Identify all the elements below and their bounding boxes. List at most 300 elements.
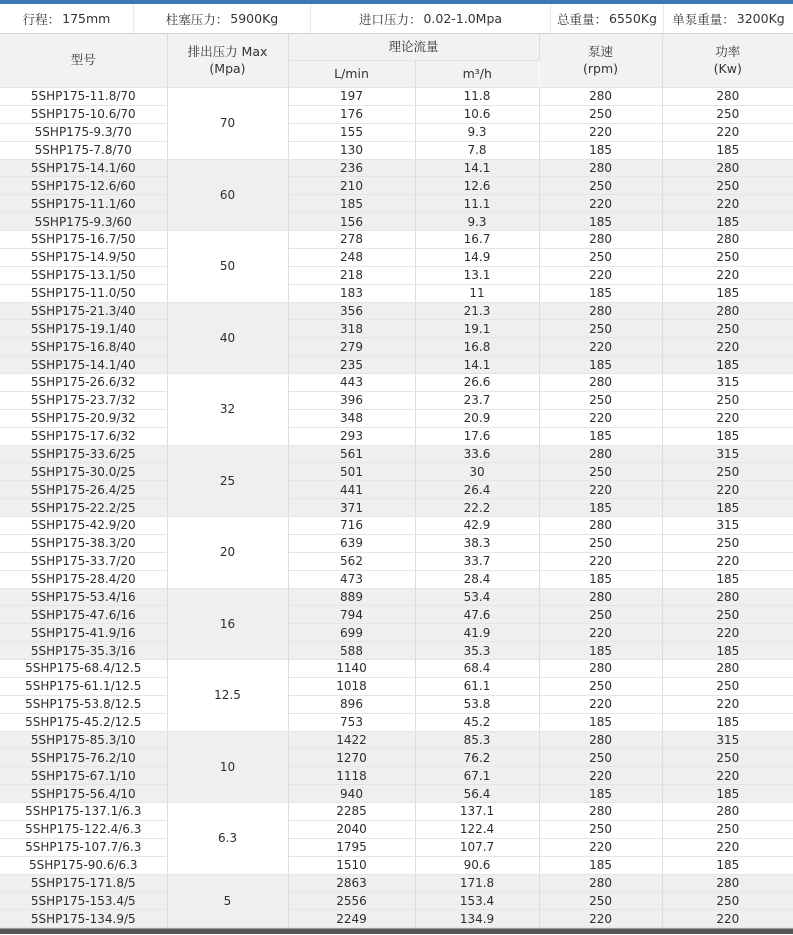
table-row [0, 213, 793, 231]
header-pump-speed-line1: 泵速 [588, 43, 614, 59]
flow-m3h-cell: 22.2 [415, 499, 539, 517]
rpm-cell: 220 [539, 624, 662, 642]
table-row [0, 320, 793, 338]
model-cell: 5SHP175-14.9/50 [0, 248, 167, 266]
model-cell: 5SHP175-45.2/12.5 [0, 713, 167, 731]
table-row [0, 570, 793, 588]
header-theoretical-flow: 理论流量 [288, 34, 539, 61]
flow-m3h-cell: 19.1 [415, 320, 539, 338]
flow-lmin-cell: 562 [288, 552, 415, 570]
model-cell: 5SHP175-137.1/6.3 [0, 803, 167, 821]
table-row [0, 177, 793, 195]
flow-m3h-cell: 38.3 [415, 534, 539, 552]
header-flow-m3h: m³/h [415, 61, 539, 88]
header-flow-lmin: L/min [288, 61, 415, 88]
power-cell: 220 [662, 910, 793, 928]
info-total-weight-value: 6550Kg [609, 11, 657, 26]
flow-m3h-cell: 107.7 [415, 838, 539, 856]
flow-m3h-cell: 14.1 [415, 356, 539, 374]
power-cell: 250 [662, 105, 793, 123]
info-single-pump-weight-value: 3200Kg [736, 11, 785, 26]
info-inlet-pressure [310, 4, 550, 33]
table-row [0, 159, 793, 177]
table-row [0, 338, 793, 356]
model-cell: 5SHP175-153.4/5 [0, 892, 167, 910]
table-row [0, 445, 793, 463]
rpm-cell: 220 [539, 695, 662, 713]
header-discharge-pressure-line1: 排出压力 Max [187, 43, 268, 59]
info-plunger-force-value: 5900Kg [230, 11, 279, 26]
table-row [0, 695, 793, 713]
model-cell: 5SHP175-42.9/20 [0, 517, 167, 535]
power-cell: 185 [662, 356, 793, 374]
flow-lmin-cell: 396 [288, 391, 415, 409]
table-row [0, 481, 793, 499]
flow-lmin-cell: 185 [288, 195, 415, 213]
flow-m3h-cell: 11 [415, 284, 539, 302]
power-cell: 315 [662, 517, 793, 535]
flow-lmin-cell: 940 [288, 785, 415, 803]
table-row [0, 856, 793, 874]
table-row [0, 427, 793, 445]
summary-info-bar [0, 4, 793, 33]
model-cell: 5SHP175-26.6/32 [0, 374, 167, 392]
power-cell: 280 [662, 302, 793, 320]
rpm-cell: 185 [539, 356, 662, 374]
flow-lmin-cell: 1140 [288, 660, 415, 678]
power-cell: 280 [662, 231, 793, 249]
rpm-cell: 220 [539, 266, 662, 284]
table-row [0, 499, 793, 517]
flow-m3h-cell: 11.8 [415, 88, 539, 106]
power-cell: 250 [662, 391, 793, 409]
flow-m3h-cell: 53.8 [415, 695, 539, 713]
rpm-cell: 280 [539, 874, 662, 892]
flow-lmin-cell: 1422 [288, 731, 415, 749]
table-row [0, 141, 793, 159]
flow-m3h-cell: 67.1 [415, 767, 539, 785]
table-row [0, 517, 793, 535]
flow-m3h-cell: 53.4 [415, 588, 539, 606]
table-row [0, 374, 793, 392]
power-cell: 220 [662, 409, 793, 427]
pressure-group-cell: 10 [167, 731, 288, 803]
info-total-weight-label: 总重量： [557, 11, 608, 27]
flow-m3h-cell: 28.4 [415, 570, 539, 588]
flow-m3h-cell: 56.4 [415, 785, 539, 803]
rpm-cell: 280 [539, 445, 662, 463]
table-row [0, 534, 793, 552]
model-cell: 5SHP175-13.1/50 [0, 266, 167, 284]
model-cell: 5SHP175-85.3/10 [0, 731, 167, 749]
flow-lmin-cell: 441 [288, 481, 415, 499]
model-cell: 5SHP175-134.9/5 [0, 910, 167, 928]
model-cell: 5SHP175-53.4/16 [0, 588, 167, 606]
table-row [0, 123, 793, 141]
flow-m3h-cell: 16.7 [415, 231, 539, 249]
header-power-line1: 功率 [715, 43, 741, 59]
table-row [0, 463, 793, 481]
table-header [0, 34, 793, 88]
flow-m3h-cell: 17.6 [415, 427, 539, 445]
rpm-cell: 250 [539, 391, 662, 409]
info-plunger-force-label: 柱塞压力： [165, 11, 229, 27]
table-row [0, 731, 793, 749]
flow-m3h-cell: 7.8 [415, 141, 539, 159]
flow-m3h-cell: 153.4 [415, 892, 539, 910]
model-cell: 5SHP175-7.8/70 [0, 141, 167, 159]
flow-lmin-cell: 248 [288, 248, 415, 266]
flow-lmin-cell: 2556 [288, 892, 415, 910]
model-cell: 5SHP175-56.4/10 [0, 785, 167, 803]
rpm-cell: 220 [539, 409, 662, 427]
flow-lmin-cell: 2285 [288, 803, 415, 821]
model-cell: 5SHP175-38.3/20 [0, 534, 167, 552]
flow-lmin-cell: 794 [288, 606, 415, 624]
flow-m3h-cell: 12.6 [415, 177, 539, 195]
pump-spec-table [0, 33, 793, 928]
power-cell: 250 [662, 463, 793, 481]
flow-lmin-cell: 235 [288, 356, 415, 374]
rpm-cell: 185 [539, 427, 662, 445]
table-row [0, 266, 793, 284]
model-cell: 5SHP175-12.6/60 [0, 177, 167, 195]
rpm-cell: 185 [539, 570, 662, 588]
flow-lmin-cell: 473 [288, 570, 415, 588]
power-cell: 280 [662, 588, 793, 606]
model-cell: 5SHP175-76.2/10 [0, 749, 167, 767]
power-cell: 185 [662, 141, 793, 159]
model-cell: 5SHP175-90.6/6.3 [0, 856, 167, 874]
power-cell: 250 [662, 248, 793, 266]
flow-lmin-cell: 699 [288, 624, 415, 642]
model-cell: 5SHP175-9.3/60 [0, 213, 167, 231]
flow-m3h-cell: 26.4 [415, 481, 539, 499]
pressure-group-cell: 70 [167, 88, 288, 160]
spec-table-body [0, 88, 793, 928]
info-stroke-value: 175mm [62, 11, 111, 26]
flow-lmin-cell: 293 [288, 427, 415, 445]
flow-lmin-cell: 1510 [288, 856, 415, 874]
power-cell: 280 [662, 88, 793, 106]
model-cell: 5SHP175-19.1/40 [0, 320, 167, 338]
power-cell: 185 [662, 570, 793, 588]
model-cell: 5SHP175-11.0/50 [0, 284, 167, 302]
model-cell: 5SHP175-171.8/5 [0, 874, 167, 892]
model-cell: 5SHP175-68.4/12.5 [0, 660, 167, 678]
power-cell: 220 [662, 195, 793, 213]
flow-m3h-cell: 122.4 [415, 820, 539, 838]
rpm-cell: 220 [539, 481, 662, 499]
model-cell: 5SHP175-16.7/50 [0, 231, 167, 249]
model-cell: 5SHP175-9.3/70 [0, 123, 167, 141]
table-row [0, 677, 793, 695]
table-row [0, 820, 793, 838]
flow-lmin-cell: 1270 [288, 749, 415, 767]
model-cell: 5SHP175-14.1/60 [0, 159, 167, 177]
flow-lmin-cell: 2249 [288, 910, 415, 928]
flow-m3h-cell: 9.3 [415, 213, 539, 231]
table-row [0, 624, 793, 642]
flow-lmin-cell: 371 [288, 499, 415, 517]
table-row [0, 642, 793, 660]
rpm-cell: 220 [539, 910, 662, 928]
flow-lmin-cell: 1795 [288, 838, 415, 856]
rpm-cell: 250 [539, 677, 662, 695]
table-row [0, 606, 793, 624]
flow-m3h-cell: 47.6 [415, 606, 539, 624]
model-cell: 5SHP175-53.8/12.5 [0, 695, 167, 713]
rpm-cell: 220 [539, 838, 662, 856]
rpm-cell: 250 [539, 892, 662, 910]
model-cell: 5SHP175-11.8/70 [0, 88, 167, 106]
table-row [0, 284, 793, 302]
header-pump-speed [539, 34, 662, 88]
rpm-cell: 185 [539, 785, 662, 803]
flow-m3h-cell: 16.8 [415, 338, 539, 356]
info-plunger-force [133, 4, 310, 33]
flow-lmin-cell: 130 [288, 141, 415, 159]
table-row [0, 552, 793, 570]
rpm-cell: 185 [539, 642, 662, 660]
bottom-bar [0, 928, 793, 934]
power-cell: 185 [662, 284, 793, 302]
model-cell: 5SHP175-35.3/16 [0, 642, 167, 660]
flow-lmin-cell: 176 [288, 105, 415, 123]
pressure-group-cell: 16 [167, 588, 288, 660]
flow-m3h-cell: 41.9 [415, 624, 539, 642]
flow-m3h-cell: 14.9 [415, 248, 539, 266]
power-cell: 220 [662, 552, 793, 570]
header-model: 型号 [0, 34, 167, 88]
model-cell: 5SHP175-16.8/40 [0, 338, 167, 356]
pressure-group-cell: 50 [167, 231, 288, 303]
pressure-group-cell: 20 [167, 517, 288, 589]
table-row [0, 892, 793, 910]
rpm-cell: 220 [539, 123, 662, 141]
rpm-cell: 220 [539, 195, 662, 213]
flow-lmin-cell: 588 [288, 642, 415, 660]
rpm-cell: 280 [539, 88, 662, 106]
power-cell: 250 [662, 320, 793, 338]
table-row [0, 874, 793, 892]
power-cell: 220 [662, 266, 793, 284]
flow-lmin-cell: 639 [288, 534, 415, 552]
header-pump-speed-line2: (rpm) [583, 60, 619, 76]
power-cell: 185 [662, 785, 793, 803]
power-cell: 220 [662, 123, 793, 141]
flow-lmin-cell: 1118 [288, 767, 415, 785]
power-cell: 250 [662, 177, 793, 195]
flow-m3h-cell: 33.6 [415, 445, 539, 463]
flow-m3h-cell: 42.9 [415, 517, 539, 535]
rpm-cell: 185 [539, 499, 662, 517]
table-row [0, 910, 793, 928]
table-row [0, 588, 793, 606]
info-inlet-pressure-value: 0.02-1.0Mpa [423, 11, 503, 26]
model-cell: 5SHP175-14.1/40 [0, 356, 167, 374]
power-cell: 250 [662, 820, 793, 838]
flow-lmin-cell: 156 [288, 213, 415, 231]
model-cell: 5SHP175-33.7/20 [0, 552, 167, 570]
table-row [0, 767, 793, 785]
flow-lmin-cell: 218 [288, 266, 415, 284]
table-row [0, 660, 793, 678]
pressure-group-cell: 5 [167, 874, 288, 928]
flow-lmin-cell: 889 [288, 588, 415, 606]
flow-lmin-cell: 753 [288, 713, 415, 731]
flow-m3h-cell: 20.9 [415, 409, 539, 427]
table-row [0, 749, 793, 767]
info-stroke-label: 行程： [22, 11, 61, 27]
rpm-cell: 185 [539, 284, 662, 302]
power-cell: 250 [662, 534, 793, 552]
table-row [0, 195, 793, 213]
rpm-cell: 280 [539, 159, 662, 177]
table-row [0, 803, 793, 821]
power-cell: 185 [662, 213, 793, 231]
flow-lmin-cell: 279 [288, 338, 415, 356]
header-power [662, 34, 793, 88]
rpm-cell: 250 [539, 248, 662, 266]
model-cell: 5SHP175-41.9/16 [0, 624, 167, 642]
flow-m3h-cell: 13.1 [415, 266, 539, 284]
model-cell: 5SHP175-11.1/60 [0, 195, 167, 213]
rpm-cell: 185 [539, 141, 662, 159]
flow-m3h-cell: 68.4 [415, 660, 539, 678]
flow-lmin-cell: 210 [288, 177, 415, 195]
power-cell: 185 [662, 713, 793, 731]
rpm-cell: 220 [539, 552, 662, 570]
model-cell: 5SHP175-107.7/6.3 [0, 838, 167, 856]
flow-lmin-cell: 356 [288, 302, 415, 320]
pressure-group-cell: 25 [167, 445, 288, 517]
rpm-cell: 250 [539, 320, 662, 338]
table-row [0, 713, 793, 731]
power-cell: 185 [662, 642, 793, 660]
table-row [0, 356, 793, 374]
rpm-cell: 185 [539, 856, 662, 874]
flow-m3h-cell: 23.7 [415, 391, 539, 409]
power-cell: 220 [662, 767, 793, 785]
flow-m3h-cell: 134.9 [415, 910, 539, 928]
info-total-weight [550, 4, 663, 33]
flow-lmin-cell: 443 [288, 374, 415, 392]
rpm-cell: 250 [539, 177, 662, 195]
power-cell: 220 [662, 624, 793, 642]
rpm-cell: 250 [539, 534, 662, 552]
flow-lmin-cell: 278 [288, 231, 415, 249]
flow-m3h-cell: 21.3 [415, 302, 539, 320]
rpm-cell: 280 [539, 231, 662, 249]
rpm-cell: 220 [539, 767, 662, 785]
rpm-cell: 250 [539, 749, 662, 767]
model-cell: 5SHP175-23.7/32 [0, 391, 167, 409]
model-cell: 5SHP175-20.9/32 [0, 409, 167, 427]
flow-m3h-cell: 137.1 [415, 803, 539, 821]
flow-m3h-cell: 26.6 [415, 374, 539, 392]
pressure-group-cell: 6.3 [167, 803, 288, 875]
table-row [0, 785, 793, 803]
flow-lmin-cell: 1018 [288, 677, 415, 695]
pressure-group-cell: 12.5 [167, 660, 288, 732]
flow-m3h-cell: 33.7 [415, 552, 539, 570]
info-single-pump-weight [663, 4, 793, 33]
flow-lmin-cell: 2863 [288, 874, 415, 892]
model-cell: 5SHP175-122.4/6.3 [0, 820, 167, 838]
table-row [0, 391, 793, 409]
info-stroke [0, 4, 133, 33]
power-cell: 250 [662, 892, 793, 910]
flow-lmin-cell: 155 [288, 123, 415, 141]
model-cell: 5SHP175-22.2/25 [0, 499, 167, 517]
table-row [0, 248, 793, 266]
rpm-cell: 280 [539, 517, 662, 535]
flow-lmin-cell: 183 [288, 284, 415, 302]
power-cell: 250 [662, 749, 793, 767]
power-cell: 280 [662, 660, 793, 678]
power-cell: 250 [662, 606, 793, 624]
table-row [0, 838, 793, 856]
power-cell: 185 [662, 856, 793, 874]
flow-m3h-cell: 61.1 [415, 677, 539, 695]
flow-lmin-cell: 2040 [288, 820, 415, 838]
model-cell: 5SHP175-33.6/25 [0, 445, 167, 463]
model-cell: 5SHP175-10.6/70 [0, 105, 167, 123]
flow-m3h-cell: 76.2 [415, 749, 539, 767]
flow-lmin-cell: 896 [288, 695, 415, 713]
header-discharge-pressure [167, 34, 288, 88]
flow-m3h-cell: 30 [415, 463, 539, 481]
rpm-cell: 250 [539, 820, 662, 838]
flow-lmin-cell: 348 [288, 409, 415, 427]
rpm-cell: 280 [539, 588, 662, 606]
pressure-group-cell: 60 [167, 159, 288, 231]
model-cell: 5SHP175-26.4/25 [0, 481, 167, 499]
power-cell: 185 [662, 427, 793, 445]
pressure-group-cell: 40 [167, 302, 288, 374]
model-cell: 5SHP175-61.1/12.5 [0, 677, 167, 695]
model-cell: 5SHP175-17.6/32 [0, 427, 167, 445]
info-inlet-pressure-label: 进口压力： [358, 11, 422, 27]
flow-m3h-cell: 11.1 [415, 195, 539, 213]
power-cell: 250 [662, 677, 793, 695]
rpm-cell: 280 [539, 803, 662, 821]
info-single-pump-weight-label: 单泵重量： [672, 11, 735, 27]
rpm-cell: 250 [539, 105, 662, 123]
rpm-cell: 185 [539, 713, 662, 731]
rpm-cell: 280 [539, 302, 662, 320]
model-cell: 5SHP175-30.0/25 [0, 463, 167, 481]
power-cell: 220 [662, 838, 793, 856]
rpm-cell: 280 [539, 731, 662, 749]
flow-m3h-cell: 90.6 [415, 856, 539, 874]
power-cell: 315 [662, 374, 793, 392]
flow-lmin-cell: 716 [288, 517, 415, 535]
table-row [0, 231, 793, 249]
power-cell: 220 [662, 481, 793, 499]
flow-m3h-cell: 85.3 [415, 731, 539, 749]
rpm-cell: 185 [539, 213, 662, 231]
rpm-cell: 250 [539, 463, 662, 481]
header-discharge-pressure-line2: (Mpa) [209, 60, 246, 76]
model-cell: 5SHP175-67.1/10 [0, 767, 167, 785]
header-power-line2: (Kw) [713, 60, 742, 76]
rpm-cell: 280 [539, 374, 662, 392]
power-cell: 280 [662, 874, 793, 892]
power-cell: 315 [662, 445, 793, 463]
flow-lmin-cell: 501 [288, 463, 415, 481]
